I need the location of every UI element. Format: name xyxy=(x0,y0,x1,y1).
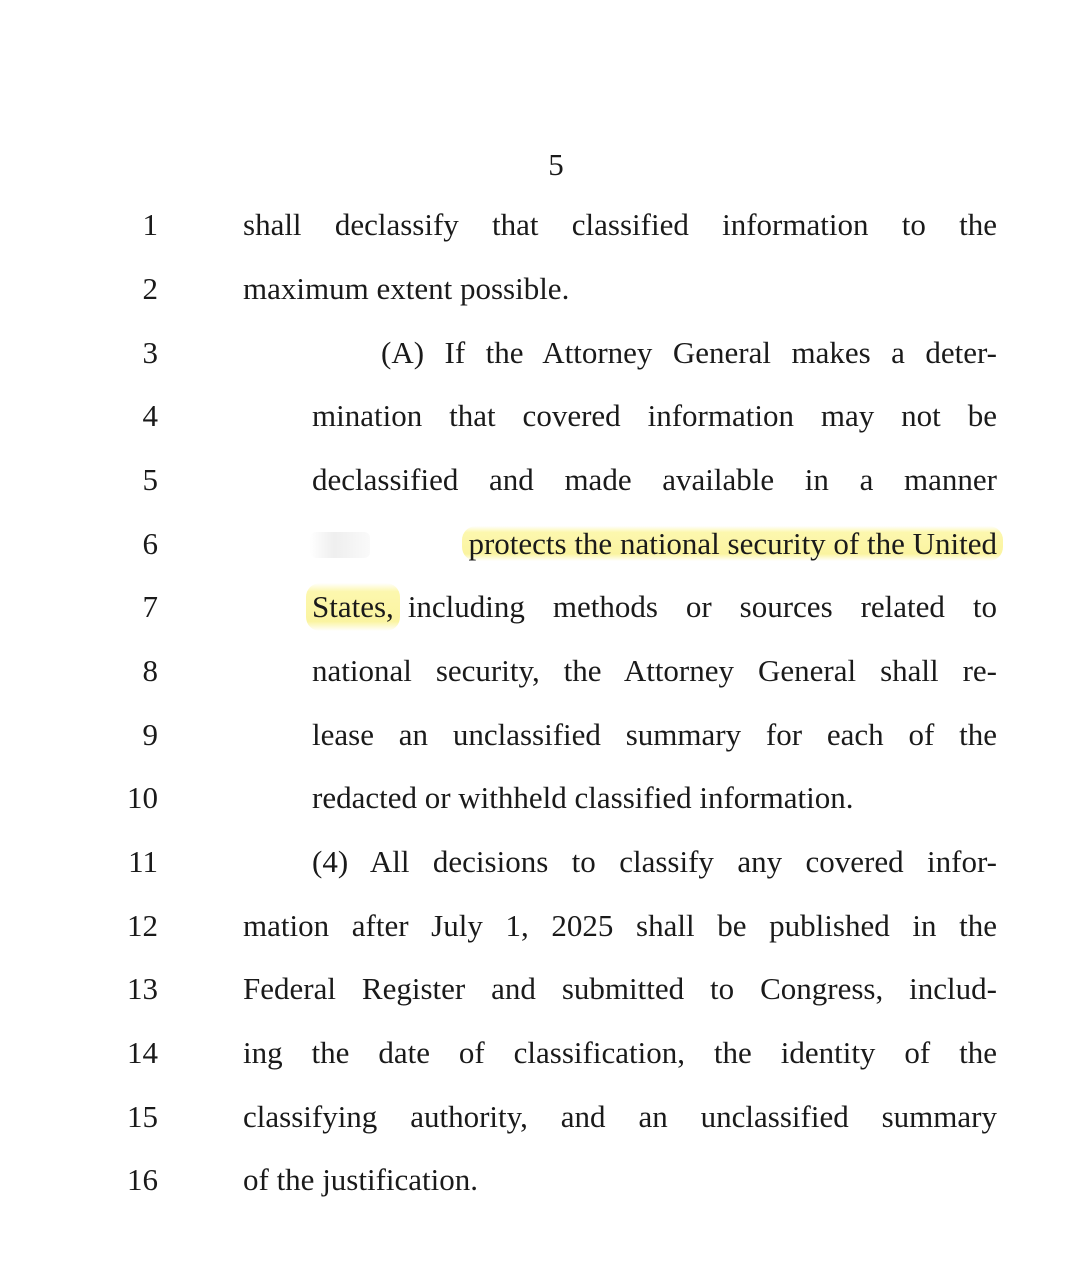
line-number: 12 xyxy=(127,908,158,943)
line-text xyxy=(381,520,997,568)
document-line xyxy=(0,838,1080,888)
line-text: declassified and made available in a manner xyxy=(312,462,997,497)
document-line xyxy=(0,647,1080,697)
line-number: 5 xyxy=(142,462,158,497)
document-line xyxy=(0,392,1080,442)
document-line xyxy=(0,1156,1080,1206)
line-number: 7 xyxy=(142,589,158,624)
document-line xyxy=(0,456,1080,506)
page-number: 5 xyxy=(548,147,564,182)
document-line xyxy=(0,711,1080,761)
line-number: 2 xyxy=(142,271,158,306)
line-text: Federal Register and submitted to Congress, includ- xyxy=(243,971,997,1006)
line-number: 6 xyxy=(142,526,158,561)
line-text: redacted or withheld classified information. xyxy=(312,780,854,815)
highlighted-text: States, xyxy=(306,583,400,631)
document-line xyxy=(0,329,1080,379)
line-text: (4) All decisions to classify any covered infor- xyxy=(312,844,997,879)
line-text: maximum extent possible. xyxy=(243,271,570,306)
line-text: national security, the Attorney General shall re- xyxy=(312,653,997,688)
line-text: mation after July 1, 2025 shall be published in the xyxy=(243,908,997,943)
line-text: of the justification. xyxy=(243,1162,479,1197)
document-line xyxy=(0,902,1080,952)
line-text: (A) If the Attorney General makes a deter- xyxy=(381,335,997,370)
line-text: lease an unclassified summary for each of the xyxy=(312,717,997,752)
document-line-highlighted xyxy=(0,520,1080,570)
document-line xyxy=(0,774,1080,824)
line-number: 11 xyxy=(128,844,158,879)
line-text xyxy=(312,583,997,631)
line-text: ing the date of classification, the identity of the xyxy=(243,1035,997,1070)
line-text: shall declassify that classified information to the xyxy=(243,207,997,242)
line-number: 14 xyxy=(127,1035,158,1070)
line-number: 1 xyxy=(142,207,158,242)
line-number: 9 xyxy=(142,717,158,752)
document-line xyxy=(0,1029,1080,1079)
line-text: classifying authority, and an unclassified summary xyxy=(243,1099,997,1134)
line-text-rest: including methods or sources related to xyxy=(407,589,997,624)
document-line xyxy=(0,1093,1080,1143)
line-number: 13 xyxy=(127,971,158,1006)
document-line xyxy=(0,965,1080,1015)
line-number: 4 xyxy=(142,398,158,433)
redaction-mark xyxy=(310,532,370,558)
line-number: 16 xyxy=(127,1162,158,1197)
line-number: 3 xyxy=(142,335,158,370)
line-number: 8 xyxy=(142,653,158,688)
document-line xyxy=(0,583,1080,633)
line-number: 15 xyxy=(127,1099,158,1134)
line-text: mination that covered information may not be xyxy=(312,398,997,433)
line-number: 10 xyxy=(127,780,158,815)
document-line xyxy=(0,201,1080,251)
highlighted-text: protects the national security of the United xyxy=(462,526,1003,561)
document-line xyxy=(0,265,1080,315)
